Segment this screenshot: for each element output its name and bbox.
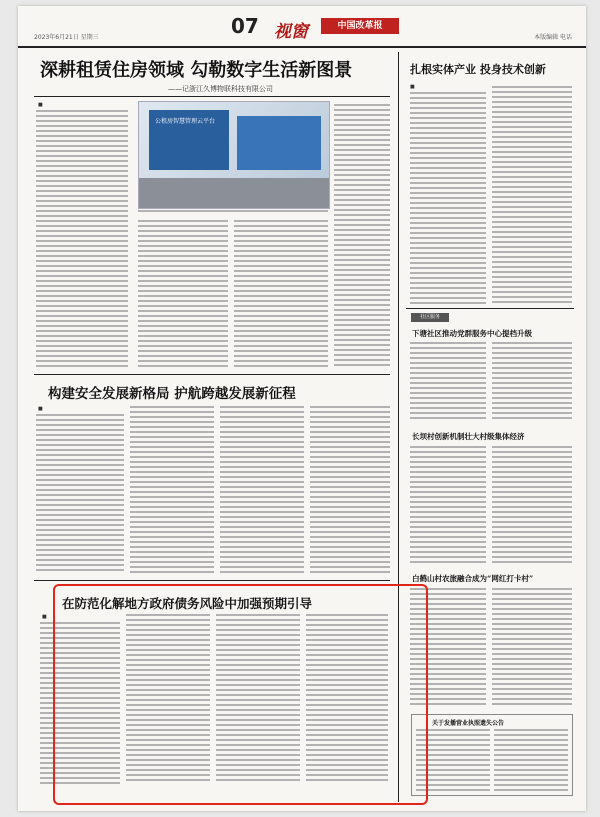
lead-body-text xyxy=(234,220,328,368)
right-2-body-text xyxy=(492,446,572,566)
byline-icon: ■ xyxy=(42,614,47,620)
divider xyxy=(34,96,390,97)
lead-body-text xyxy=(138,220,228,368)
right-top-body-text xyxy=(410,92,486,304)
newspaper-page xyxy=(18,6,586,811)
photo-caption xyxy=(138,210,328,214)
monitor-image xyxy=(237,116,321,170)
right-1-headline: 下塘社区推动党群服务中心提档升级 xyxy=(412,329,532,338)
notice-box xyxy=(411,714,573,796)
right-2-body-text xyxy=(410,446,486,566)
right-top-body-text xyxy=(492,86,572,304)
lead-body-text xyxy=(36,110,128,368)
edition-info: 2023年6月21日 星期三 xyxy=(34,34,99,41)
second-headline: 构建安全发展新格局 护航跨越发展新征程 xyxy=(48,386,296,402)
divider xyxy=(34,374,390,375)
second-body-text xyxy=(310,406,390,574)
notice-body-text xyxy=(494,729,568,791)
desk-image xyxy=(139,178,329,208)
lead-subheadline: ——记浙江久博物联科技有限公司 xyxy=(168,85,273,93)
section-title: 视窗 xyxy=(274,22,308,42)
right-3-body-text xyxy=(492,588,572,706)
masthead xyxy=(18,12,586,48)
lead-photo xyxy=(138,101,330,209)
right-top-headline: 扎根实体产业 投身技术创新 xyxy=(410,63,546,76)
byline-icon: ■ xyxy=(38,102,43,108)
lead-headline: 深耕租赁住房领域 勾勒数字生活新图景 xyxy=(40,60,353,81)
contact-info: 本版编辑 电话 xyxy=(534,34,572,41)
second-body-text xyxy=(36,414,124,574)
right-3-headline: 白鹤山村农旅融合成为“网红打卡村” xyxy=(412,574,534,583)
highlighted-headline: 在防范化解地方政府债务风险中加强预期引导 xyxy=(62,596,313,611)
notice-headline: 关于发播营业执照遗失公告 xyxy=(432,720,505,727)
right-2-headline: 长坝村创新机制壮大村级集体经济 xyxy=(412,432,525,441)
right-1-body-text xyxy=(492,342,572,422)
section-label: 社区服务 xyxy=(411,313,449,322)
lead-body-text xyxy=(334,104,390,368)
second-body-text xyxy=(130,406,214,574)
divider xyxy=(406,308,574,309)
page-number: 07 xyxy=(231,14,259,38)
paper-logo: 中国改革报 xyxy=(321,18,399,34)
byline-icon: ■ xyxy=(38,406,43,412)
highlight-frame xyxy=(53,584,428,805)
right-1-body-text xyxy=(410,342,486,422)
monitor-image xyxy=(149,110,229,170)
divider xyxy=(34,580,390,581)
second-body-text xyxy=(220,406,304,574)
byline-icon: ■ xyxy=(410,84,415,90)
photo-screen-text: 公租房智慧管理云平台 xyxy=(155,118,216,125)
